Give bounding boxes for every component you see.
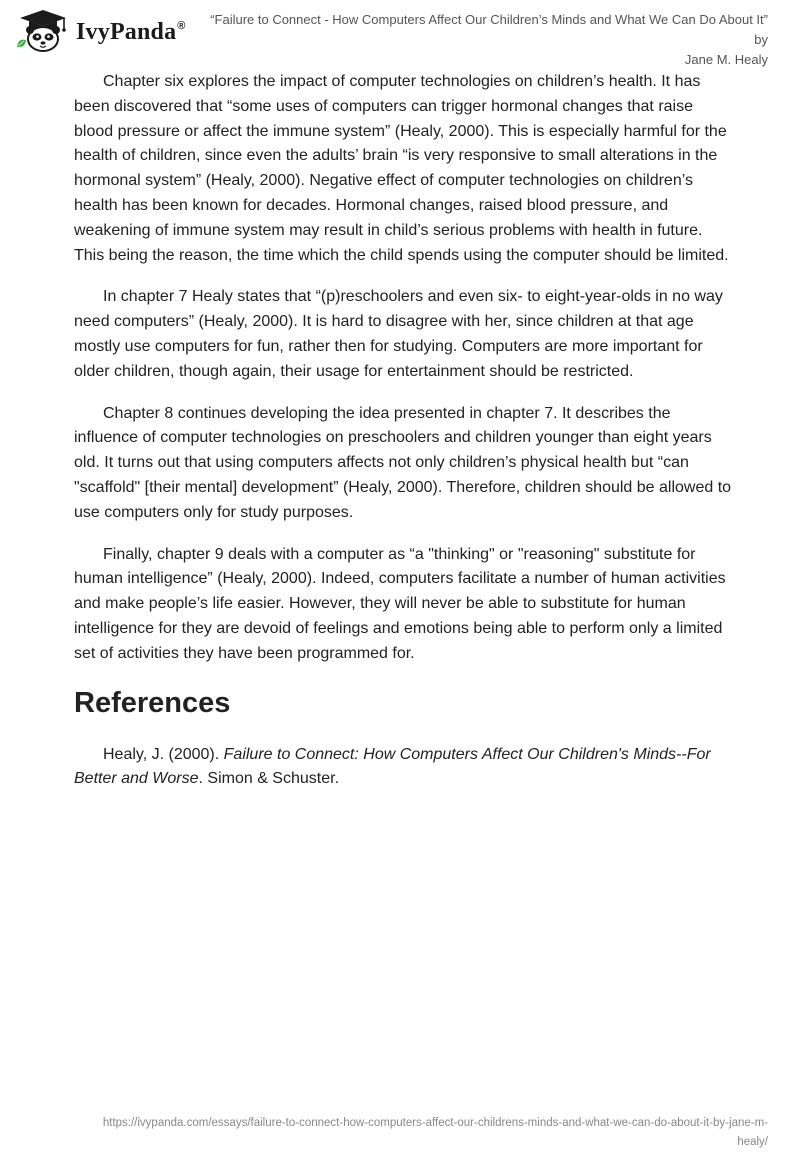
header-title-line-1: “Failure to Connect - How Computers Affect Our Children’s Minds and What We Can Do About It” by — [210, 12, 768, 47]
reference-author-year: Healy, J. (2000). — [103, 745, 224, 763]
footer-url-line-2[interactable]: healy/ — [737, 1136, 768, 1148]
logo-text: IvyPanda — [76, 18, 177, 45]
footer-url-line-1[interactable]: https://ivypanda.com/essays/failure-to-connect-how-computers-affect-our-childrens-minds-and-what-we-can-do-about-it-by-jane-m- — [102, 1117, 768, 1129]
logo-wordmark — [76, 19, 186, 46]
reference-entry — [74, 743, 734, 793]
reference-publisher: . Simon & Schuster. — [198, 770, 340, 788]
body-paragraph-1: Chapter six explores the impact of computer technologies on children’s health. It has been discovered that “some uses of computers can trigger hormonal changes that raise blood pressure or affect the immune system” (Healy, 2000). This is especially harmful for the health of children, since even the adults’ brain “is very responsive to small alterations in the hormonal system” (Healy, 2000). Negative effect of computer technologies on children’s health has been known for decades. Hormonal changes, raised blood pressure, and weakening of immune system may result in child’s serious problems with health in future. This being the reason, the time which the child spends using the computer should be limited. — [74, 73, 729, 264]
essay-title-header — [208, 10, 768, 70]
body-paragraph-2: In chapter 7 Healy states that “(p)reschoolers and even six- to eight-year-olds in no way need computers” (Healy, 2000). It is hard to disagree with her, since children at that age mostly use computers for fun, rather then for studying. Computers are more important for older children, though again, their usage for entertainment should be restricted. — [74, 288, 723, 380]
body-paragraph-4: Finally, chapter 9 deals with a computer as “a "thinking" or "reasoning" substitute for human intelligence” (Healy, 2000). Indeed, computers facilitate a number of human activities and make people’s life easier. However, they will never be able to substitute for human intelligence for they are devoid of feelings and emotions being able to perform only a limited set of activities they have been programmed for. — [74, 545, 726, 662]
ivypanda-logo[interactable] — [14, 9, 186, 53]
panda-graduation-cap-icon — [14, 9, 72, 53]
page-header — [0, 0, 800, 67]
references-heading: References — [74, 686, 231, 719]
page-footer-url[interactable] — [28, 1114, 768, 1152]
essay-content — [74, 70, 734, 792]
body-paragraph-3: Chapter 8 continues developing the idea presented in chapter 7. It describes the influence of computer technologies on preschoolers and children younger than eight years old. It turns out that using computers affects not only children’s physical health but “can "scaffold" [their mental] development” (Healy, 2000). Therefore, children should be allowed to use computers only for study purposes. — [74, 404, 732, 521]
reference-title: Failure to Connect: How Computers Affect Our Children's Minds--For Better and Worse — [74, 745, 711, 788]
registered-mark: ® — [177, 19, 186, 32]
header-title-line-2: Jane M. Healy — [684, 52, 768, 67]
